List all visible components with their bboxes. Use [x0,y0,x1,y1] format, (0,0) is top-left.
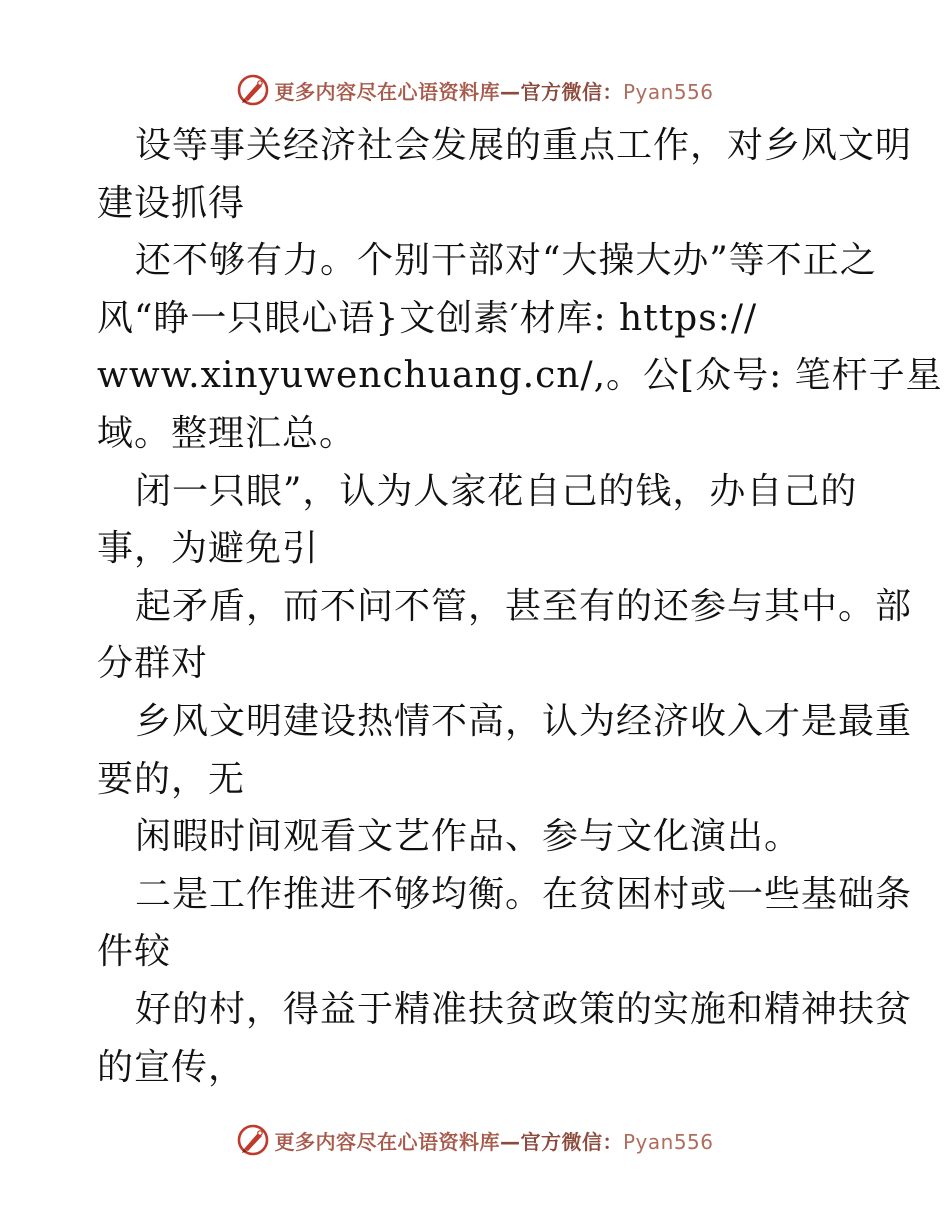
text-line: 要的，无 [97,758,246,800]
text-line: 分群对 [97,643,209,685]
text-line: 闭一只眼”，认为人家花自己的钱，办自己的 [135,470,858,512]
text-line: 设等事关经济社会发展的重点工作，对乡风文明 [135,125,913,166]
watermark-brand: 更多内容尽在心语资料库 [274,1129,500,1154]
pen-logo-icon [236,73,270,107]
text-line: 建设抓得 [97,182,246,224]
text-line: www.xinyuwenchuang.cn/,。公[众号: 笔杆子星 [97,355,943,397]
text-line: 风“睁一只眼心语}文创素′材库: https:// [97,297,758,339]
header-watermark [0,70,950,110]
text-line: 还不够有力。个别干部对“大操大办”等不正之 [135,240,877,282]
footer-watermark-text [274,1126,713,1155]
watermark-label: 官方微信： [520,1129,623,1154]
pen-logo-icon [236,1123,270,1157]
watermark-label: 官方微信： [520,79,623,104]
header-watermark-text [274,76,713,105]
watermark-handle: Pyan556 [622,79,714,104]
text-line: 起矛盾，而不问不管，甚至有的还参与其中。部 [135,585,913,627]
text-line: 好的村，得益于精准扶贫政策的实施和精神扶贫 [135,988,913,1030]
text-line: 闲暇时间观看文艺作品、参与文化演出。 [135,816,802,858]
text-line: 域。整理汇总。 [97,412,357,454]
watermark-brand: 更多内容尽在心语资料库 [274,79,500,104]
text-line: 事，为避免引 [97,528,320,570]
watermark-dash: — [499,1129,521,1154]
text-line: 二是工作推进不够均衡。在贫困村或一些基础条 [135,873,913,915]
text-line: 的宣传， [97,1046,246,1088]
text-line: 件较 [97,931,172,973]
watermark-handle: Pyan556 [622,1129,714,1154]
document-body [97,117,943,1096]
text-line: 乡风文明建设热情不高，认为经济收入才是最重 [135,700,913,742]
footer-watermark [0,1120,950,1160]
watermark-dash: — [499,79,521,104]
